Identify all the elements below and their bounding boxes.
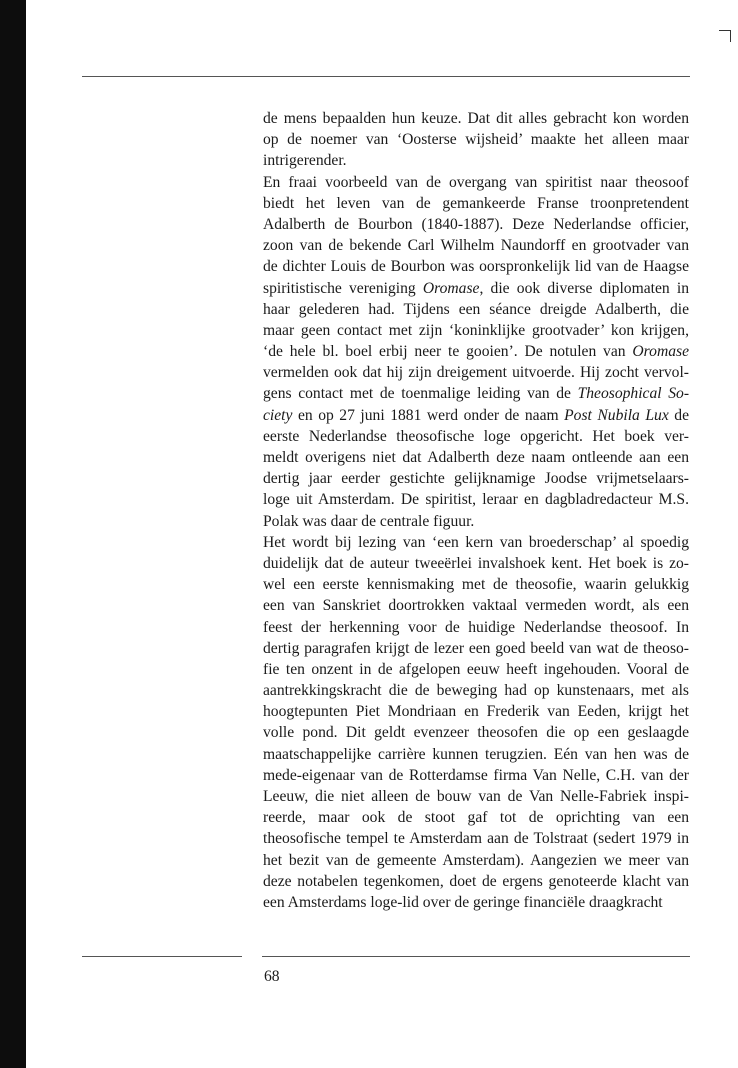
- text-line: loge uit Amsterdam. De spiritist, leraar en dagbladredacteur M.S.: [263, 491, 689, 509]
- text-line: Adalberth de Bourbon (1840-1887). Deze Nederlandse officier,: [263, 215, 689, 233]
- text-line: reerde, maar ook de stoot gaf tot de oprichting van een: [263, 809, 689, 827]
- footer-rule-left: [82, 956, 242, 957]
- text-line: deze notabelen tegenkomen, doet de ergens genoteerde klacht van: [263, 872, 689, 890]
- text-line: mede-eigenaar van de Rotterdamse firma Van Nelle, C.H. van der: [263, 766, 689, 784]
- text-line: de mens bepaalden hun keuze. Dat dit alles gebracht kon worden: [263, 110, 689, 127]
- paragraph: [263, 172, 689, 532]
- text-line: maar geen contact met zijn ‘koninklijke grootvader’ kon krijgen,: [263, 321, 689, 339]
- text-line: En fraai voorbeeld van de overgang van spiritist naar theosoof: [263, 173, 689, 191]
- text-line: op de noemer van ‘Oosterse wijsheid’ maakte het alleen maar: [263, 131, 689, 149]
- text-line: het bezit van de gemeente Amsterdam). Aangezien we meer van: [263, 851, 689, 869]
- text-line: hoogtepunten Piet Mondriaan en Frederik van Eeden, krijgt het: [263, 703, 689, 721]
- text-line: intrigerender.: [263, 152, 347, 170]
- text-line: dertig paragrafen krijgt de lezer een goed beeld van wat de theoso-: [263, 639, 689, 657]
- corner-crop-mark: [719, 30, 731, 42]
- text-line: aantrekkingskracht die de beweging had op kunstenaars, met als: [263, 682, 689, 700]
- text-line: ‘de hele bl. boel erbij neer te gooien’. De notulen van Oromase: [263, 343, 689, 361]
- text-line: vermelden ook dat hij zijn dreigement uitvoerde. Hij zocht vervol-: [263, 364, 689, 382]
- scan-black-edge: [0, 0, 26, 1068]
- text-line: gens contact met de toenmalige leiding van de Theosophical So-: [263, 385, 690, 403]
- body-text: [263, 108, 689, 913]
- text-line: zoon van de bekende Carl Wilhelm Naundorff en grootvader van: [263, 237, 689, 255]
- text-line: biedt het leven van de gemankeerde Franse troonpretendent: [263, 194, 689, 212]
- text-line: een Amsterdams loge-lid over de geringe financiële draagkracht: [263, 893, 663, 911]
- text-line: maatschappelijke carrière kunnen terugzien. Eén van hen was de: [263, 745, 689, 763]
- text-line: Het wordt bij lezing van ‘een kern van broederschap’ al spoedig: [263, 533, 689, 551]
- text-line: dertig jaar eerder gestichte gelijknamige Joodse vrijmetselaars-: [263, 470, 689, 488]
- text-line: theosofische tempel te Amsterdam aan de Tolstraat (sedert 1979 in: [263, 830, 689, 848]
- text-line: Polak was daar de centrale figuur.: [263, 512, 475, 530]
- text-line: wel een eerste kennismaking met de theosofie, waarin gelukkig: [263, 576, 689, 594]
- text-line: ciety en op 27 juni 1881 werd onder de naam Post Nubila Lux de: [263, 406, 689, 424]
- text-line: fie ten onzent in de afgelopen eeuw heeft ingehouden. Vooral de: [263, 660, 689, 678]
- text-line: spiritistische vereniging Oromase, die ook diverse diplomaten in: [263, 279, 690, 297]
- header-rule: [82, 76, 690, 77]
- text-line: volle pond. Dit geldt evenzeer theosofen die op een geslaagde: [263, 724, 689, 742]
- text-line: de dichter Louis de Bourbon was oorspronkelijk lid van de Haagse: [263, 258, 689, 276]
- page-number: 68: [264, 968, 280, 985]
- text-line: haar gelederen had. Tijdens een séance dreigde Adalberth, die: [263, 300, 689, 318]
- text-line: Leeuw, die niet alleen de bouw van de Van Nelle-Fabriek inspi-: [263, 788, 689, 805]
- text-line: duidelijk dat de auteur tweeërlei invalshoek kent. Het boek is zo-: [263, 554, 689, 572]
- paragraph: [263, 108, 689, 172]
- footer-rule-right: [262, 956, 690, 957]
- text-line: meldt overigens niet dat Adalberth deze naam ontleende aan een: [263, 449, 689, 466]
- text-line: een van Sanskriet doortrokken vaktaal vermeden wordt, als een: [263, 597, 689, 615]
- paragraph: [263, 532, 689, 913]
- text-line: eerste Nederlandse theosofische loge opgericht. Het boek ver-: [263, 427, 689, 445]
- text-line: feest der herkenning voor de huidige Nederlandse theosoof. In: [263, 618, 689, 636]
